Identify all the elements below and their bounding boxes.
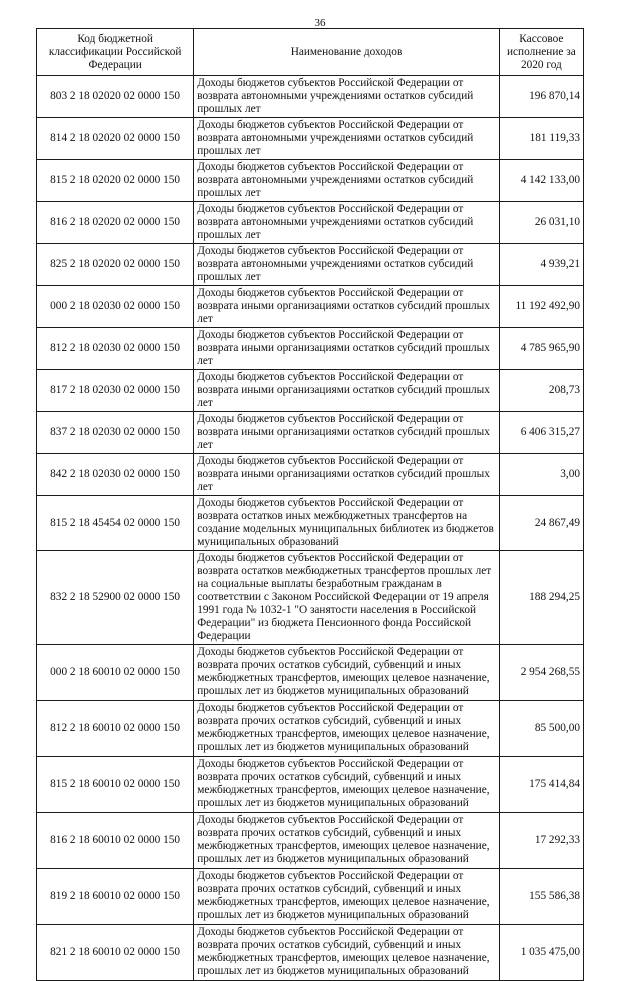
row-code: 000 2 18 60010 02 0000 150: [37, 645, 194, 701]
row-code: 000 2 18 02030 02 0000 150: [37, 286, 194, 328]
row-name: Доходы бюджетов субъектов Российской Федерации от возврата прочих остатков субсидий, субвенций и иных межбюджетных трансфертов, имеющих целевое назначение, прошлых лет из бюджетов муниципальных образований: [194, 757, 500, 813]
table-row: [37, 202, 584, 244]
page-number: 36: [314, 17, 326, 29]
row-name: Доходы бюджетов субъектов Российской Федерации от возврата иными организациями остатков субсидий прошлых лет: [194, 412, 500, 454]
row-code: 816 2 18 02020 02 0000 150: [37, 202, 194, 244]
row-code: 803 2 18 02020 02 0000 150: [37, 76, 194, 118]
row-code: 832 2 18 52900 02 0000 150: [37, 551, 194, 645]
row-sum: 26 031,10: [499, 202, 583, 244]
table-row: [37, 328, 584, 370]
row-name: Доходы бюджетов субъектов Российской Федерации от возврата остатков иных межбюджетных трансфертов на создание модельных муниципальных библиотек из бюджетов муниципальных образований: [194, 496, 500, 551]
row-name: Доходы бюджетов субъектов Российской Федерации от возврата автономными учреждениями остатков субсидий прошлых лет: [194, 118, 500, 160]
table-row: [37, 370, 584, 412]
row-sum: 208,73: [499, 370, 583, 412]
row-sum: 175 414,84: [499, 757, 583, 813]
row-name: Доходы бюджетов субъектов Российской Федерации от возврата иными организациями остатков субсидий прошлых лет: [194, 328, 500, 370]
header-sum: Кассовое исполнение за 2020 год: [499, 29, 583, 76]
table-row: [37, 244, 584, 286]
table-row: [37, 454, 584, 496]
row-code: 812 2 18 02030 02 0000 150: [37, 328, 194, 370]
row-name: Доходы бюджетов субъектов Российской Федерации от возврата остатков межбюджетных трансфертов прошлых лет на социальные выплаты безработным гражданам в соответствии с Законом Российской Федерации от 19 апреля 1991 года № 1032-1 "О занятости населения в Российской Федерации" из бюджета Пенсионного фонда Российской Федерации: [194, 551, 500, 645]
row-sum: 155 586,38: [499, 869, 583, 925]
revenue-table: [36, 28, 584, 981]
row-code: 814 2 18 02020 02 0000 150: [37, 118, 194, 160]
row-code: 819 2 18 60010 02 0000 150: [37, 869, 194, 925]
row-code: 817 2 18 02030 02 0000 150: [37, 370, 194, 412]
table-row: [37, 76, 584, 118]
row-name: Доходы бюджетов субъектов Российской Федерации от возврата прочих остатков субсидий, субвенций и иных межбюджетных трансфертов, имеющих целевое назначение, прошлых лет из бюджетов муниципальных образований: [194, 701, 500, 757]
row-code: 815 2 18 45454 02 0000 150: [37, 496, 194, 551]
table-row: [37, 118, 584, 160]
row-sum: 196 870,14: [499, 76, 583, 118]
table-row: [37, 869, 584, 925]
row-sum: 4 939,21: [499, 244, 583, 286]
row-code: 816 2 18 60010 02 0000 150: [37, 813, 194, 869]
row-sum: 181 119,33: [499, 118, 583, 160]
row-sum: 4 142 133,00: [499, 160, 583, 202]
row-name: Доходы бюджетов субъектов Российской Федерации от возврата иными организациями остатков субсидий прошлых лет: [194, 454, 500, 496]
row-name: Доходы бюджетов субъектов Российской Федерации от возврата иными организациями остатков субсидий прошлых лет: [194, 370, 500, 412]
row-sum: 2 954 268,55: [499, 645, 583, 701]
row-name: Доходы бюджетов субъектов Российской Федерации от возврата прочих остатков субсидий, субвенций и иных межбюджетных трансфертов, имеющих целевое назначение, прошлых лет из бюджетов муниципальных образований: [194, 645, 500, 701]
table-row: [37, 496, 584, 551]
row-code: 812 2 18 60010 02 0000 150: [37, 701, 194, 757]
row-sum: 3,00: [499, 454, 583, 496]
row-sum: 85 500,00: [499, 701, 583, 757]
table-row: [37, 925, 584, 981]
row-name: Доходы бюджетов субъектов Российской Федерации от возврата автономными учреждениями остатков субсидий прошлых лет: [194, 244, 500, 286]
row-name: Доходы бюджетов субъектов Российской Федерации от возврата прочих остатков субсидий, субвенций и иных межбюджетных трансфертов, имеющих целевое назначение, прошлых лет из бюджетов муниципальных образований: [194, 869, 500, 925]
row-name: Доходы бюджетов субъектов Российской Федерации от возврата прочих остатков субсидий, субвенций и иных межбюджетных трансфертов, имеющих целевое назначение, прошлых лет из бюджетов муниципальных образований: [194, 813, 500, 869]
table-row: [37, 701, 584, 757]
table-header-row: [37, 29, 584, 76]
row-code: 815 2 18 60010 02 0000 150: [37, 757, 194, 813]
header-name: Наименование доходов: [194, 29, 500, 76]
row-code: 837 2 18 02030 02 0000 150: [37, 412, 194, 454]
row-sum: 1 035 475,00: [499, 925, 583, 981]
table-row: [37, 412, 584, 454]
row-sum: 24 867,49: [499, 496, 583, 551]
header-code: Код бюджетной классификации Российской Федерации: [37, 29, 194, 76]
row-name: Доходы бюджетов субъектов Российской Федерации от возврата иными организациями остатков субсидий прошлых лет: [194, 286, 500, 328]
table-row: [37, 757, 584, 813]
table-row: [37, 160, 584, 202]
row-sum: 11 192 492,90: [499, 286, 583, 328]
row-name: Доходы бюджетов субъектов Российской Федерации от возврата автономными учреждениями остатков субсидий прошлых лет: [194, 160, 500, 202]
table-row: [37, 286, 584, 328]
row-sum: 188 294,25: [499, 551, 583, 645]
table-row: [37, 645, 584, 701]
row-code: 842 2 18 02030 02 0000 150: [37, 454, 194, 496]
row-name: Доходы бюджетов субъектов Российской Федерации от возврата прочих остатков субсидий, субвенций и иных межбюджетных трансфертов, имеющих целевое назначение, прошлых лет из бюджетов муниципальных образований: [194, 925, 500, 981]
table-row: [37, 551, 584, 645]
row-sum: 17 292,33: [499, 813, 583, 869]
row-sum: 4 785 965,90: [499, 328, 583, 370]
row-code: 821 2 18 60010 02 0000 150: [37, 925, 194, 981]
row-code: 815 2 18 02020 02 0000 150: [37, 160, 194, 202]
table-row: [37, 813, 584, 869]
row-name: Доходы бюджетов субъектов Российской Федерации от возврата автономными учреждениями остатков субсидий прошлых лет: [194, 76, 500, 118]
row-sum: 6 406 315,27: [499, 412, 583, 454]
row-code: 825 2 18 02020 02 0000 150: [37, 244, 194, 286]
row-name: Доходы бюджетов субъектов Российской Федерации от возврата автономными учреждениями остатков субсидий прошлых лет: [194, 202, 500, 244]
